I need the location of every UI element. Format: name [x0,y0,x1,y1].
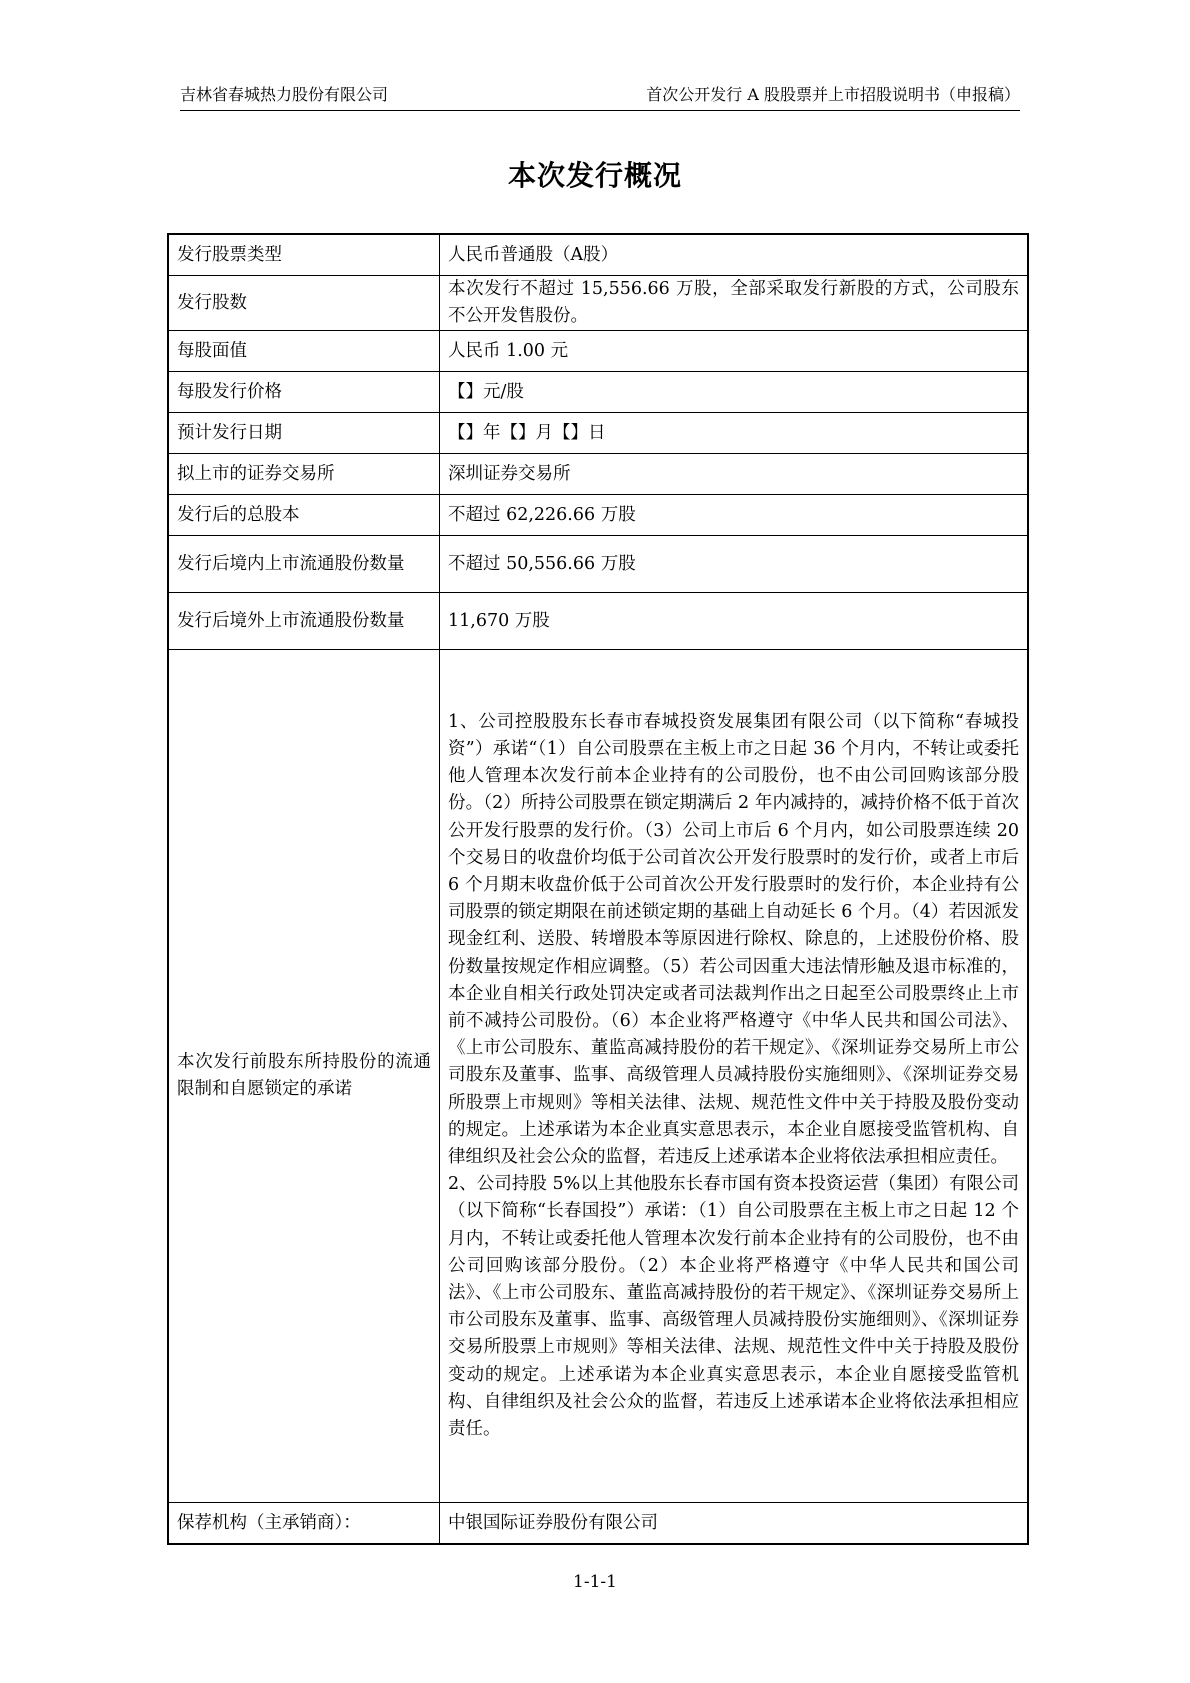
row-label: 每股面值 [168,331,440,372]
row-value: 人民币普通股（A股） [440,234,1029,276]
row-label: 发行后境外上市流通股份数量 [168,593,440,650]
page-header [180,84,1020,111]
sponsor-value: 中银国际证券股份有限公司 [440,1503,1029,1545]
row-label: 发行股票类型 [168,234,440,276]
row-value: 本次发行不超过 15,556.66 万股，全部采取发行新股的方式，公司股东不公开发售股份。 [440,276,1029,331]
row-value: 【】元/股 [440,372,1029,413]
offering-overview-table [167,233,1029,1545]
table-row [168,234,1028,276]
row-label: 发行后境内上市流通股份数量 [168,536,440,593]
table-row [168,413,1028,454]
sponsor-label: 保荐机构（主承销商）： [168,1503,440,1545]
header-company-name: 吉林省春城热力股份有限公司 [180,85,389,104]
row-value: 人民币 1.00 元 [440,331,1029,372]
row-value: 深圳证券交易所 [440,454,1029,495]
lockup-commitments [440,650,1029,1503]
table-row [168,454,1028,495]
row-value: 【】年【】月【】日 [440,413,1029,454]
row-label: 发行后的总股本 [168,495,440,536]
row-value: 11,670 万股 [440,593,1029,650]
page-title: 本次发行概况 [507,159,682,192]
row-label: 拟上市的证券交易所 [168,454,440,495]
table-row [168,331,1028,372]
row-label: 每股发行价格 [168,372,440,413]
table-row-lockup [168,650,1028,1503]
table-row [168,593,1028,650]
table-row [168,372,1028,413]
table-row [168,495,1028,536]
page-number: 1-1-1 [573,1572,617,1592]
table-row-sponsor [168,1503,1028,1545]
lockup-commitment-2: 2、公司持股 5%以上其他股东长春市国有资本投资运营（集团）有限公司（以下简称“长春国投”）承诺：（1）自公司股票在主板上市之日起 12 个月内，不转让或委托他人管理本次发行前本企业持有的公司股份，也不由公司回购该部分股份。（2）本企业将严格遵守《中华人民共和国公司法》、《上市公司股东、董监高减持股份的若干规定》、《深圳证券交易所上市公司股东及董事、监事、高级管理人员减持股份实施细则》、《深圳证券交易所股票上市规则》等相关法律、法规、规范性文件中关于持股及股份变动的规定。上述承诺为本企业真实意思表示，本企业自愿接受监管机构、自律组织及社会公众的监督，若违反上述承诺本企业将依法承担相应责任。 [448,1174,1019,1440]
row-value: 不超过 62,226.66 万股 [440,495,1029,536]
lockup-label: 本次发行前股东所持股份的流通限制和自愿锁定的承诺 [168,650,440,1503]
row-label: 发行股数 [168,276,440,331]
table-row [168,276,1028,331]
table-row [168,536,1028,593]
row-label: 预计发行日期 [168,413,440,454]
header-document-title: 首次公开发行 A 股股票并上市招股说明书（申报稿） [646,85,1020,104]
lockup-commitment-1: 1、公司控股股东长春市春城投资发展集团有限公司（以下简称“春城投资”）承诺“（1）自公司股票在主板上市之日起 36 个月内，不转让或委托他人管理本次发行前本企业持有的公司股份，也不由公司回购该部分股份。（2）所持公司股票在锁定期满后 2 年内减持的，减持价格不低于首次公开发行股票的发行价。（3）公司上市后 6 个月内，如公司股票连续 20 个交易日的收盘价均低于公司首次公开发行股票时的发行价，或者上市后 6 个月期末收盘价低于公司首次公开发行股票时的发行价，本企业持有公司股票的锁定期限在前述锁定期的基础上自动延长 6 个月。（4）若因派发现金红利、送股、转增股本等原因进行除权、除息的，上述股份价格、股份数量按规定作相应调整。（5）若公司因重大违法情形触及退市标准的，本企业自相关行政处罚决定或者司法裁判作出之日起至公司股票终止上市前不减持公司股份。（6）本企业将严格遵守《中华人民共和国公司法》、《上市公司股东、董监高减持股份的若干规定》、《深圳证券交易所上市公司股东及董事、监事、高级管理人员减持股份实施细则》、《深圳证券交易所股票上市规则》等相关法律、法规、规范性文件中关于持股及股份变动的规定。上述承诺为本企业真实意思表示，本企业自愿接受监管机构、自律组织及社会公众的监督，若违反上述承诺本企业将依法承担相应责任。 [448,711,1019,1167]
row-value: 不超过 50,556.66 万股 [440,536,1029,593]
